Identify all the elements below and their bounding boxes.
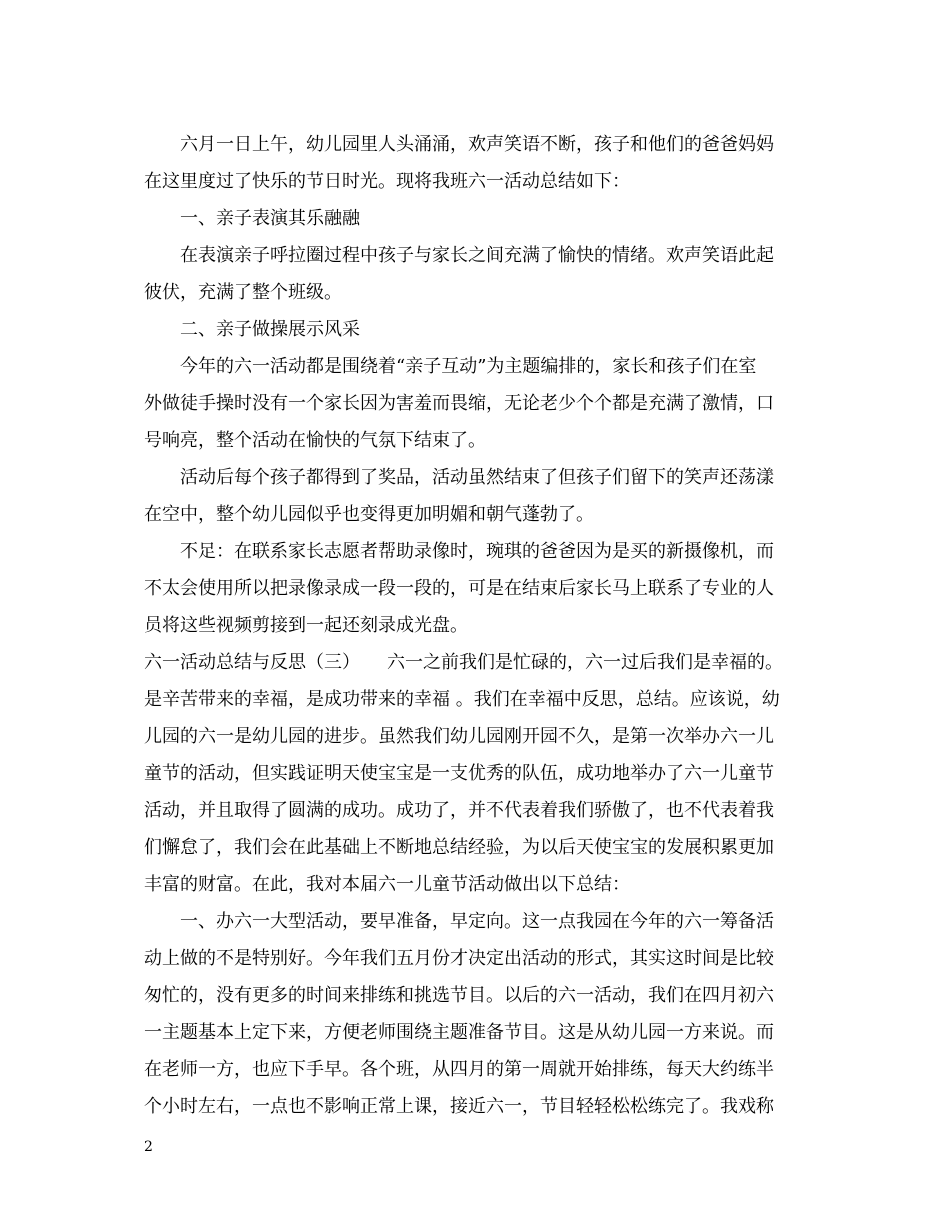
paragraph-line: 外做徒手操时没有一个家长因为害羞而畏缩，无论老少个个都是充满了激情，口 xyxy=(144,393,774,414)
paragraph-line: 儿园的六一是幼儿园的进步。虽然我们幼儿园刚开园不久，是第一次举办六一儿 xyxy=(144,726,774,747)
section-heading: 二、亲子做操展示风采 xyxy=(180,319,360,340)
paragraph-line: 童节的活动，但实践证明天使宝宝是一支优秀的队伍，成功地举办了六一儿童节 xyxy=(144,763,774,784)
paragraph-line: 在表演亲子呼拉圈过程中孩子与家长之间充满了愉快的情绪。欢声笑语此起 xyxy=(180,245,774,266)
document-body xyxy=(144,126,806,1125)
paragraph-line: 丰富的财富。在此，我对本届六一儿童节活动做出以下总结： xyxy=(144,874,630,895)
paragraph-line: 一、办六一大型活动，要早准备，早定向。这一点我园在今年的六一筹备活 xyxy=(180,911,774,932)
paragraph-line: 个小时左右，一点也不影响正常上课，接近六一，节目轻轻松松练完了。我戏称 xyxy=(144,1096,774,1117)
paragraph-line: 匆忙的，没有更多的时间来排练和挑选节目。以后的六一活动，我们在四月初六 xyxy=(144,985,774,1006)
paragraph-line: 六月一日上午，幼儿园里人头涌涌，欢声笑语不断，孩子和他们的爸爸妈妈 xyxy=(180,134,774,155)
paragraph-line: 今年的六一活动都是围绕着“亲子互动”为主题编排的，家长和孩子们在室 xyxy=(180,356,757,377)
paragraph-line: 活动后每个孩子都得到了奖品，活动虽然结束了但孩子们留下的笑声还荡漾 xyxy=(180,467,774,488)
paragraph-line: 彼伏，充满了整个班级。 xyxy=(144,282,342,303)
paragraph-line: 不足：在联系家长志愿者帮助录像时，琬琪的爸爸因为是买的新摄像机，而 xyxy=(180,541,774,562)
section-title-line: 六一活动总结与反思（三） 六一之前我们是忙碌的，六一过后我们是幸福的。 xyxy=(144,652,783,673)
paragraph-line: 在老师一方，也应下手早。各个班，从四月的第一周就开始排练，每天大约练半 xyxy=(144,1059,774,1080)
paragraph-line: 们懈怠了，我们会在此基础上不断地总结经验，为以后天使宝宝的发展积累更加 xyxy=(144,837,774,858)
paragraph-line: 在这里度过了快乐的节日时光。现将我班六一活动总结如下： xyxy=(144,171,630,192)
paragraph-line: 不太会使用所以把录像录成一段一段的，可是在结束后家长马上联系了专业的人 xyxy=(144,578,774,599)
section-heading: 一、亲子表演其乐融融 xyxy=(180,208,360,229)
paragraph-line: 号响亮，整个活动在愉快的气氛下结束了。 xyxy=(144,430,486,451)
paragraph-line: 活动，并且取得了圆满的成功。成功了，并不代表着我们骄傲了，也不代表着我 xyxy=(144,800,774,821)
paragraph-line: 一主题基本上定下来，方便老师围绕主题准备节目。这是从幼儿园一方来说。而 xyxy=(144,1022,774,1043)
paragraph-line: 是辛苦带来的幸福，是成功带来的幸福 。我们在幸福中反思，总结。应该说，幼 xyxy=(144,689,780,710)
page-number: 2 xyxy=(144,1139,153,1155)
paragraph-line: 动上做的不是特别好。今年我们五月份才决定出活动的形式，其实这时间是比较 xyxy=(144,948,774,969)
paragraph-line: 在空中，整个幼儿园似乎也变得更加明媚和朝气蓬勃了。 xyxy=(144,504,594,525)
paragraph-line: 员将这些视频剪接到一起还刻录成光盘。 xyxy=(144,615,468,636)
